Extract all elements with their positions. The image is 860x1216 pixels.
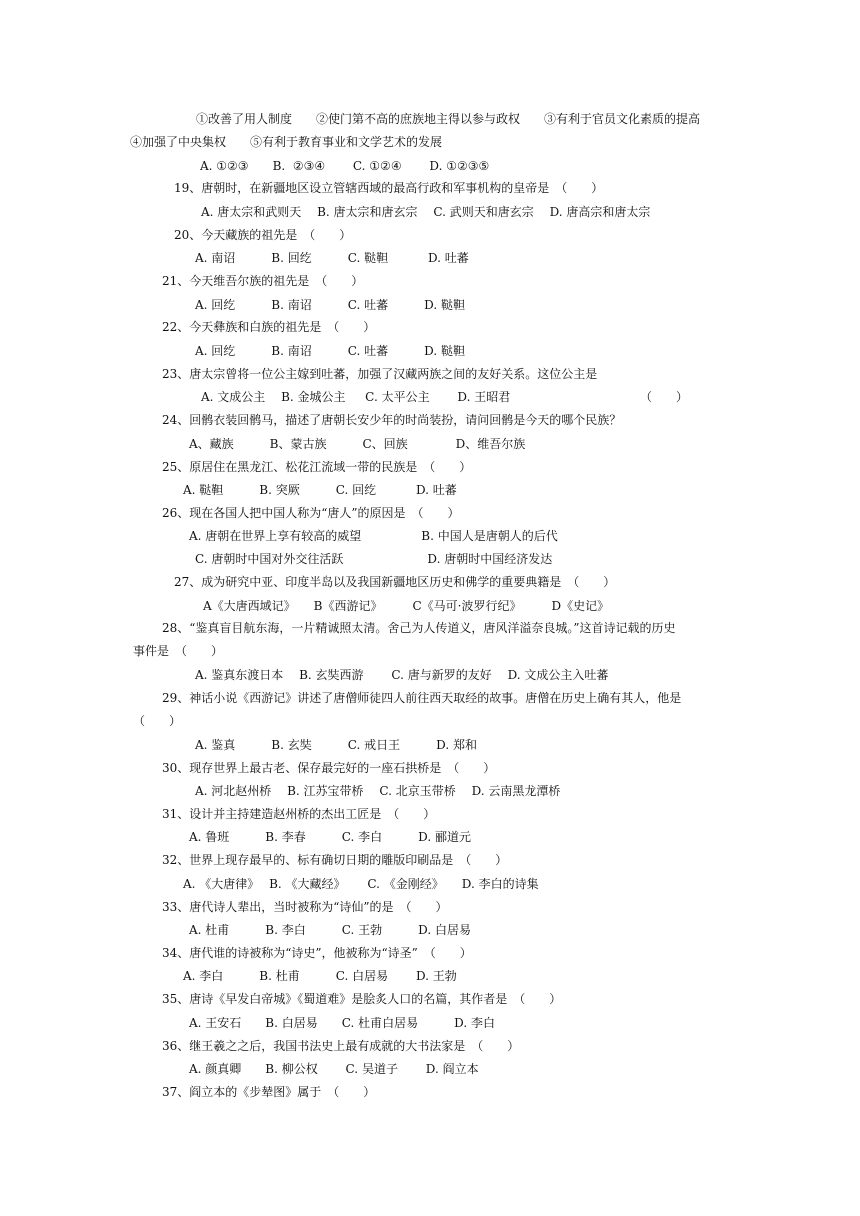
question-32: 32、世界上现存最早的、标有确切日期的雕版印刷品是 （ ） bbox=[162, 853, 508, 867]
question-23: 23、唐太宗曾将一位公主嫁到吐蕃，加强了汉藏两族之间的友好关系。这位公主是 bbox=[162, 367, 598, 381]
question-27: 27、成为研究中亚、印度半岛以及我国新疆地区历史和佛学的重要典籍是 （ ） bbox=[174, 575, 616, 589]
question-24: 24、回鹘衣装回鹘马，描述了唐朝长安少年的时尚装扮，请问回鹘是今天的哪个民族？ bbox=[162, 413, 622, 427]
question-19-choices: A. 唐太宗和武则天 B. 唐太宗和唐玄宗 C. 武则天和唐玄宗 D. 唐高宗和唐太宗 bbox=[201, 205, 651, 219]
question-33-choices: A. 杜甫 B. 李白 C. 王勃 D. 白居易 bbox=[189, 923, 471, 937]
question-24-choices: A、藏族 B、蒙古族 C、回族 D、维吾尔族 bbox=[189, 437, 526, 451]
question-30-choices: A. 河北赵州桥 B. 江苏宝带桥 C. 北京玉带桥 D. 云南黑龙潭桥 bbox=[195, 784, 561, 798]
question-26-choices: A. 唐朝在世界上享有较高的威望 B. 中国人是唐朝人的后代 bbox=[189, 529, 558, 543]
question-29-answer-bracket: （ ） bbox=[133, 714, 182, 728]
question-29: 29、神话小说《西游记》讲述了唐僧师徒四人前往西天取经的故事。唐僧在历史上确有其人，他是 bbox=[162, 691, 682, 705]
question-35-choices: A. 王安石 B. 白居易 C. 杜甫白居易 D. 李白 bbox=[189, 1016, 495, 1030]
question-26-choices: C. 唐朝时中国对外交往活跃 D. 唐朝时中国经济发达 bbox=[195, 552, 553, 566]
question-28-choices: A. 鉴真东渡日本 B. 玄奘西游 C. 唐与新罗的友好 D. 文成公主入吐蕃 bbox=[195, 668, 609, 682]
question-22: 22、今天彝族和白族的祖先是 （ ） bbox=[162, 320, 376, 334]
question-20-choices: A. 南诏 B. 回纥 C. 鞑靼 D. 吐蕃 bbox=[195, 251, 469, 265]
question-25-choices: A. 鞑靼 B. 突厥 C. 回纥 D. 吐蕃 bbox=[183, 483, 457, 497]
question-36-choices: A. 颜真卿 B. 柳公权 C. 吴道子 D. 阎立本 bbox=[189, 1062, 479, 1076]
question-19: 19、唐朝时，在新疆地区设立管辖西域的最高行政和军事机构的皇帝是 （ ） bbox=[174, 181, 604, 195]
question-33: 33、唐代诗人辈出，当时被称为“诗仙”的是 （ ） bbox=[162, 900, 448, 914]
question-18-options-text: ①改善了用人制度 ②使门第不高的庶族地主得以参与政权 ③有利于官员文化素质的提高 bbox=[196, 112, 701, 126]
question-35: 35、唐诗《早发白帝城》《蜀道难》是脍炙人口的名篇，其作者是 （ ） bbox=[162, 992, 562, 1006]
question-32-choices: A. 《大唐律》 B. 《大藏经》 C. 《金刚经》 D. 李白的诗集 bbox=[183, 877, 539, 891]
question-36: 36、继王羲之之后，我国书法史上最有成就的大书法家是 （ ） bbox=[162, 1039, 520, 1053]
question-26: 26、现在各国人把中国人称为“唐人”的原因是 （ ） bbox=[162, 506, 460, 520]
question-31: 31、设计并主持建造赵州桥的杰出工匠是 （ ） bbox=[162, 807, 436, 821]
question-18-choices: A. ①②③ B. ②③④ C. ①②④ D. ①②③⑤ bbox=[200, 159, 490, 173]
question-29-choices: A. 鉴真 B. 玄奘 C. 戒日王 D. 郑和 bbox=[195, 738, 477, 752]
question-37: 37、阎立本的《步辇图》属于 （ ） bbox=[162, 1085, 376, 1099]
question-27-choices: A《大唐西域记》 B《西游记》 C《马可·波罗行纪》 D《史记》 bbox=[203, 599, 610, 613]
question-18-options-text: ④加强了中央集权 ⑤有利于教育事业和文学艺术的发展 bbox=[130, 135, 443, 149]
question-23-answer-bracket: （ ） bbox=[640, 390, 689, 404]
question-21-choices: A. 回纥 B. 南诏 C. 吐蕃 D. 鞑靼 bbox=[195, 298, 465, 312]
question-21: 21、今天维吾尔族的祖先是 （ ） bbox=[162, 274, 364, 288]
question-22-choices: A. 回纥 B. 南诏 C. 吐蕃 D. 鞑靼 bbox=[195, 344, 465, 358]
question-34-choices: A. 李白 B. 杜甫 C. 白居易 D. 王勃 bbox=[183, 969, 457, 983]
question-28: 28、“鉴真盲目航东海，一片精诚照太清。舍己为人传道义，唐风洋溢奈良城。”这首诗记载的历史 bbox=[162, 621, 676, 635]
question-25: 25、原居住在黑龙江、松花江流域一带的民族是 （ ） bbox=[162, 460, 472, 474]
question-34: 34、唐代谁的诗被称为“诗史”，他被称为“诗圣” （ ） bbox=[162, 946, 472, 960]
question-20: 20、今天藏族的祖先是 （ ） bbox=[174, 228, 352, 242]
question-31-choices: A. 鲁班 B. 李春 C. 李白 D. 郦道元 bbox=[189, 830, 471, 844]
question-30: 30、现存世界上最古老、保存最完好的一座石拱桥是 （ ） bbox=[162, 761, 496, 775]
question-23-choices: A. 文成公主 B. 金城公主 C. 太平公主 D. 王昭君 bbox=[201, 390, 511, 404]
question-28-continuation: 事件是 （ ） bbox=[133, 644, 224, 658]
